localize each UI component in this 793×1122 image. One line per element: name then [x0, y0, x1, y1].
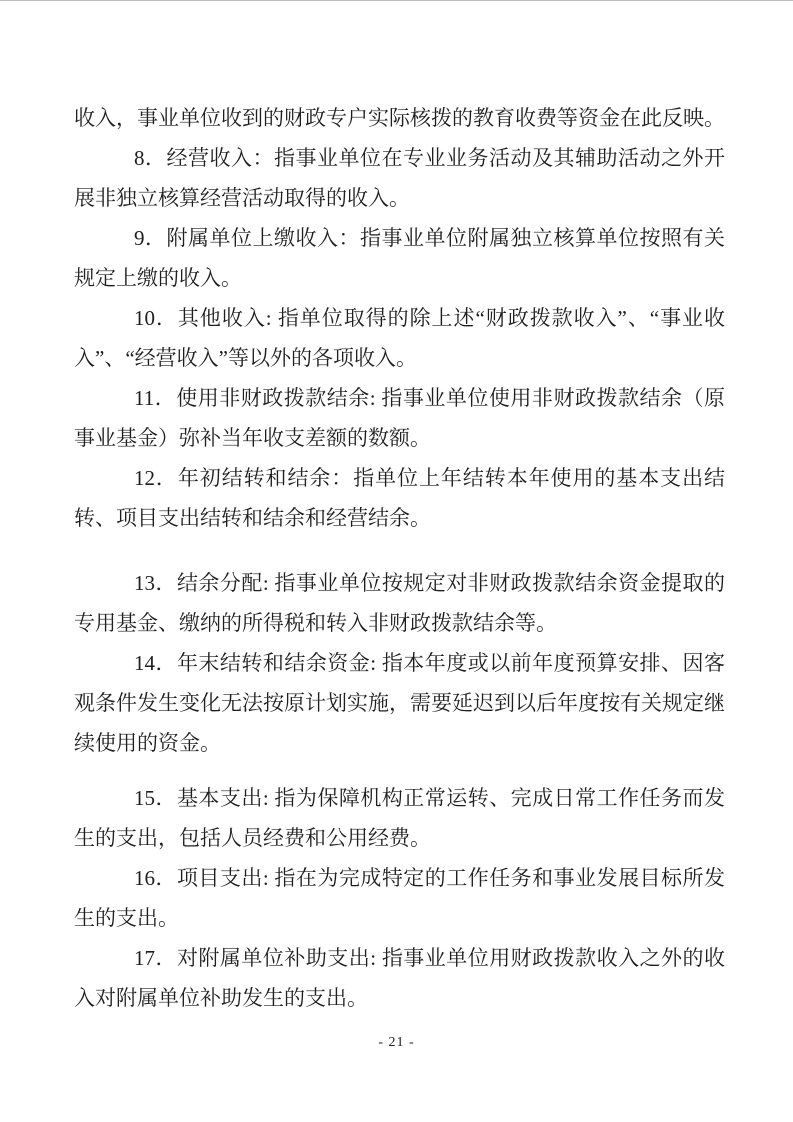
paragraph: 9．附属单位上缴收入：指事业单位附属独立核算单位按照有关规定上缴的收入。: [74, 226, 725, 290]
paragraph: 14．年末结转和结余资金: 指本年度或以前年度预算安排、因客观条件发生变化无法按原计划实施，需要延迟到以后年度按有关规定继续使用的资金。: [74, 651, 725, 755]
paragraph: 16．项目支出: 指在为完成特定的工作任务和事业发展目标所发生的支出。: [74, 866, 725, 930]
paragraph: 11．使用非财政拨款结余: 指事业单位使用非财政拨款结余（原事业基金）弥补当年收支差额的数额。: [74, 386, 725, 450]
paragraph: 12．年初结转和结余：指单位上年结转本年使用的基本支出结转、项目支出结转和结余和经营结余。: [74, 466, 725, 530]
paragraph: 8．经营收入：指事业单位在专业业务活动及其辅助活动之外开展非独立核算经营活动取得的收入。: [74, 146, 725, 210]
paragraph: 13．结余分配: 指事业单位按规定对非财政拨款结余资金提取的专用基金、缴纳的所得税和转入非财政拨款结余等。: [74, 571, 725, 635]
scan-artifact-line: [0, 0, 793, 1]
document-body: [74, 98, 725, 1018]
paragraph: 收入，事业单位收到的财政专户实际核拨的教育收费等资金在此反映。: [74, 106, 725, 130]
paragraph: 15．基本支出: 指为保障机构正常运转、完成日常工作任务而发生的支出，包括人员经费和公用经费。: [74, 786, 725, 850]
paragraph: 10．其他收入: 指单位取得的除上述“财政拨款收入”、“事业收入”、“经营收入”等以外的各项收入。: [74, 306, 725, 370]
page-number: - 21 -: [378, 1035, 415, 1050]
paragraph: 17．对附属单位补助支出: 指事业单位用财政拨款收入之外的收入对附属单位补助发生的支出。: [74, 946, 725, 1010]
